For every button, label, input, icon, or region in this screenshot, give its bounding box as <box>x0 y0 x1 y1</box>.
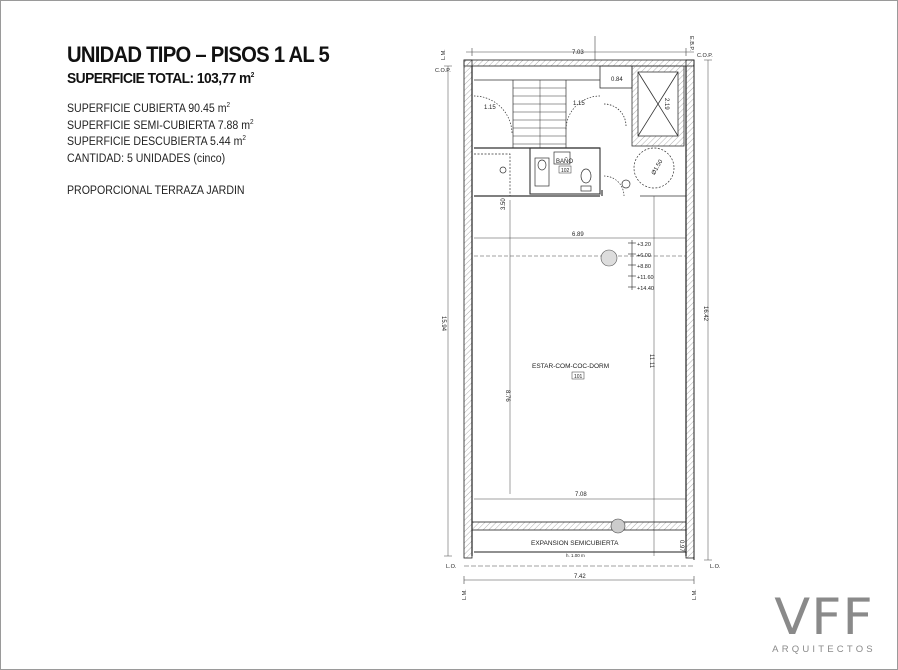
lm-bottom-right: L.M. <box>692 589 698 600</box>
level-1: +3.20 <box>637 242 651 248</box>
total-surface: SUPERFICIE TOTAL: 103,77 $m^2$ <box>67 70 254 87</box>
main-room-label: ESTAR-COM-COC-DORM <box>532 363 610 370</box>
brand-logo <box>772 588 876 655</box>
cop-left: C.O.P. <box>435 68 451 74</box>
partition <box>474 190 686 196</box>
lm-top: L.M. <box>441 49 447 60</box>
dim-top-width: 7.03 <box>572 50 584 56</box>
dim-left-total: 15.94 <box>440 316 446 332</box>
bath-tag: 102 <box>561 168 570 174</box>
level-5: +14.40 <box>637 286 654 292</box>
dim-circle: Ø1.50 <box>651 159 665 177</box>
column-marker <box>601 250 617 266</box>
dim-bottom-width: 7.42 <box>574 574 586 580</box>
level-3: +8.80 <box>637 264 651 270</box>
page-title: UNIDAD TIPO – PISOS 1 AL 5 <box>67 42 330 67</box>
brand-mark: VFF <box>774 588 874 646</box>
stair-core <box>474 80 600 148</box>
ebp-marker: E.B.P. <box>688 36 694 51</box>
spec-semi-cubierta: SUPERFICIE SEMI-CUBIERTA 7.88 $m^2$ <box>67 118 254 132</box>
dim-right-inner: 11.11 <box>648 354 654 369</box>
dim-inner-top: 6.89 <box>572 232 584 238</box>
dim-elevator-w: 0.84 <box>611 77 623 83</box>
bathroom <box>474 148 674 196</box>
spec-terraza: PROPORCIONAL TERRAZA JARDIN <box>67 185 245 197</box>
expansion-label: EXPANSION SEMICUBIERTA <box>531 540 619 547</box>
top-dimension <box>466 36 694 60</box>
dim-inner-bottom: 7.08 <box>575 492 587 498</box>
level-2: +6.00 <box>637 253 651 259</box>
spec-descubierta: SUPERFICIE DESCUBIERTA 5.44 $m^2$ <box>67 135 246 148</box>
dim-left-lower: 8.76 <box>504 390 510 402</box>
dim-elevator-h: 2.19 <box>663 98 669 110</box>
level-4: +11.60 <box>637 275 654 281</box>
lm-bottom-left: L.M. <box>462 589 468 600</box>
dim-right-total: 16.42 <box>702 306 708 322</box>
dim-stair-left: 1.15 <box>484 105 496 111</box>
bath-label: BAÑO <box>556 159 574 165</box>
dim-left-upper: 3.50 <box>501 198 507 210</box>
level-markers <box>628 240 636 290</box>
brand-subtitle: ARQUITECTOS <box>772 644 876 655</box>
dim-stair-right: 1.15 <box>573 101 585 107</box>
spec-cantidad: CANTIDAD: 5 UNIDADES (cinco) <box>67 152 226 165</box>
cop-right: C.O.P. <box>697 53 713 59</box>
spec-cubierta: SUPERFICIE CUBIERTA 90.45 $m^2$ <box>67 102 231 115</box>
lo-right: L.O. <box>710 564 721 570</box>
lo-left: L.O. <box>446 564 457 570</box>
railing-height: h. 1.00 m <box>566 553 585 558</box>
main-room-tag: 101 <box>574 374 583 380</box>
dim-expansion: 0.97 <box>678 540 684 552</box>
